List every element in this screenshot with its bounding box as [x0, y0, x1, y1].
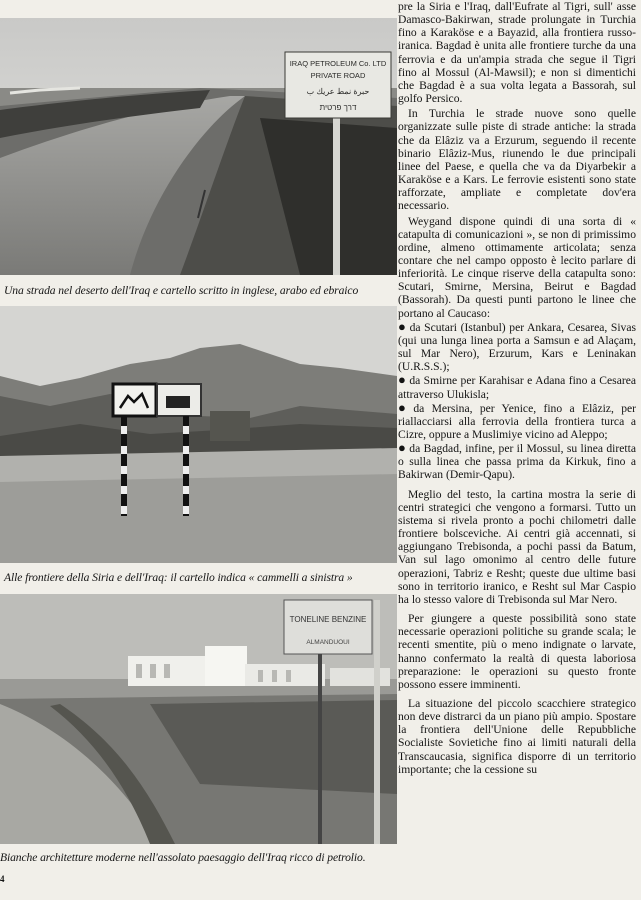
- bullet-text: da Scutari (Istanbul) per Ankara, Cesarea, Sivas (qui una lunga linea porta a Samsun e ad Alaçam, sul Mar Nero), Erzurum, Kars e Leninakan (U.R.S.S.);: [398, 320, 637, 374]
- bullet-icon: ●: [398, 399, 411, 415]
- bullet-text: da Smirne per Karahisar e Adana fino a Cesarea attraverso Ulukisla;: [398, 374, 636, 401]
- bullet-icon: ●: [398, 318, 407, 334]
- sign-line: ALMANDUOUI: [306, 639, 350, 646]
- page-number: 4: [0, 874, 5, 884]
- bullet-icon: ●: [398, 440, 407, 456]
- route-bullet: [398, 320, 636, 374]
- article-column: [398, 0, 636, 776]
- article-paragraph: Weygand dispone quindi di una sorta di « catapulta di comunicazioni », se non di primissimo ordine, almeno ottimamente articolata; senza contare che nel campo opposto è lecito parlare di inferiorità. Le cinque riserve della catapulta sono: Scutari, Smirne, Mersina, Beirut e Bagdad (Bassorah). Da questi punti partono le linee che portano al Caucaso:: [398, 214, 636, 320]
- photo-camel-sign: [0, 306, 397, 563]
- bullet-icon: ●: [398, 372, 407, 388]
- photo-caption: Una strada nel deserto dell'Iraq e cartello scritto in inglese, arabo ed ebraico: [4, 284, 359, 297]
- route-bullet: [398, 373, 636, 400]
- sign-line: דרך פרטית: [319, 103, 357, 112]
- sign-line: حبرة نمط عريك ب: [306, 87, 370, 96]
- photo-caption: Alle frontiere della Siria e dell'Iraq: il cartello indica « cammelli a sinistra »: [4, 571, 353, 584]
- bullet-text: da Bagdad, infine, per il Mossul, su linea diretta o sulla linea che passa prima da Kirkuk, fino a Bakirwan (Demir-Qapu).: [398, 442, 636, 482]
- route-bullet: [398, 441, 636, 481]
- bullet-text: da Mersina, per Yenice, fino a Elâziz, per riallacciarsi alla ferrovia della frontiera turca a Cizre, oppure a Muslimiye vicino ad Aleppo;: [398, 401, 637, 441]
- article-paragraph: Meglio del testo, la cartina mostra la serie di centri strategici che vengono a formarsi. Tutto un sistema si rivela pronto a pochi chilometri dalle frontiere bolsceviche. Ai centri già accennati, si aggiungano Trebisonda, a pochi passi da Batum, Van sul lago omonimo al centro delle future operazioni, Tabriz e Resht; queste due ultime basi sono in territorio iranico, e Resht sul Mar Caspio ha lo stesso valore di Trebisonda sul Mar Nero.: [398, 487, 636, 606]
- photo-desert-road: [0, 18, 397, 275]
- photo-white-buildings: [0, 594, 397, 844]
- photo-caption: Bianche architetture moderne nell'assolato paesaggio dell'Iraq ricco di petrolio.: [0, 851, 366, 864]
- article-paragraph: Per giungere a queste possibilità sono state necessarie operazioni politiche su grande scala; le recenti smentite, più o meno indignate o larvate, hanno confermato la realtà di questa laboriosa preparazione: le operazioni su questo fronte possono essere imminenti.: [398, 612, 636, 691]
- sign-line: IRAQ PETROLEUM Co. LTD: [289, 59, 387, 68]
- route-bullet: [398, 401, 636, 441]
- article-paragraph: La situazione del piccolo scacchiere strategico non deve distrarci da un piano più ampio. Spostare la frontiera dell'Unione delle Repubbliche Socialiste Sovietiche fino ai limiti naturali della Transcaucasia, significa disporre di un territorio importante; che la cessione su: [398, 696, 636, 776]
- sign-line: TONELINE BENZINE: [289, 615, 367, 624]
- article-paragraph: pre la Siria e l'Iraq, dall'Eufrate al Tigri, sull' asse Damasco-Bakirwan, strade prolungate in Turchia fino a Karaköse e a Bayazid, alla frontiera russo-iranica. Bagdad è unita alle frontiere turche da una ferrovia e da un'ampia strada che segue il Tigri fino al Mossul (Al-Mawsil); e non si dimentichi che Bagdad è a sua volta legata a Bassorah, sul golfo Persico.: [398, 0, 636, 106]
- article-paragraph: In Turchia le strade nuove sono quelle organizzate sulle piste di strade antiche: la strada che da Elâziz va a Erzurum, seguendo il recente binario Elâziz-Mus, riunendo le due principali linee del Paese, e quella che va da Diyarbekir a Karaköse e a Kars. Le ferrovie esistenti sono state rafforzate, ampliate e completate dov'era necessario.: [398, 107, 636, 213]
- sign-line: PRIVATE ROAD: [310, 71, 366, 80]
